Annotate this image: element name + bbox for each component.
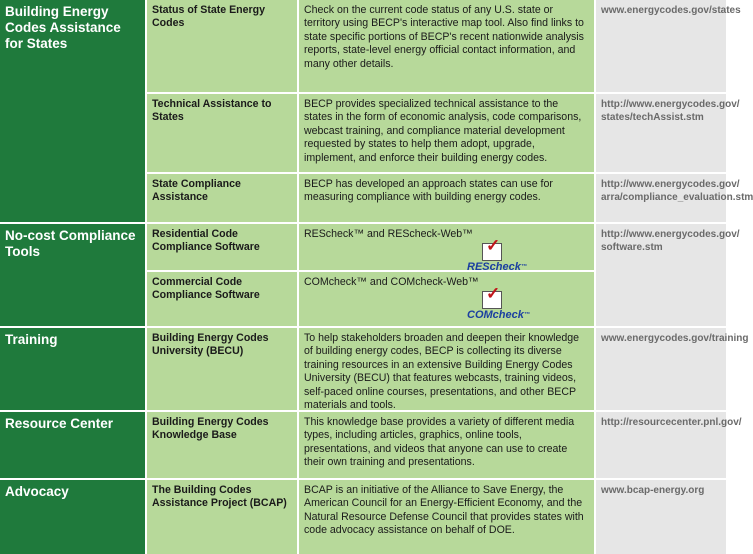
resource-name: Technical Assistance to States <box>147 94 297 172</box>
resource-name: Residential Code Compliance Software <box>147 224 297 270</box>
resource-description <box>299 272 594 326</box>
rescheck-logo-text: REScheck™ <box>467 261 527 274</box>
checkmark-icon: ✓ <box>486 284 501 304</box>
resource-description <box>299 224 594 274</box>
resource-url[interactable]: www.energycodes.gov/states <box>596 0 726 92</box>
resource-description-text: REScheck™ and REScheck-Web™ <box>304 228 473 240</box>
resource-url[interactable]: http://www.energycodes.gov/ arra/compliance_evaluation.stm <box>596 174 726 222</box>
resource-name: State Compliance Assistance <box>147 174 297 222</box>
rescheck-logo <box>467 236 527 274</box>
resource-url[interactable]: www.bcap-energy.org <box>596 480 726 554</box>
resource-url[interactable]: http://www.energycodes.gov/ software.stm <box>596 224 726 326</box>
resource-description: To help stakeholders broaden and deepen their knowledge of building energy codes, BECP is collecting its diverse training resources in an extensive Building Energy Codes University (BECU) that features webcasts, training videos, self-paced online courses, presentations, and other BECP materials and tools. <box>299 328 594 410</box>
resource-description: BECP provides specialized technical assistance to the states in the form of economic analysis, code comparisons, webcast training, and compliance material development requested by states to help them adopt, upgrade, implement, and enforce their building energy codes. <box>299 94 594 172</box>
resource-description: BECP has developed an approach states can use for measuring compliance with building energy codes. <box>299 174 594 222</box>
comcheck-logo <box>467 284 530 322</box>
resource-description: This knowledge base provides a variety of different media types, including articles, graphics, online tools, presentations, and videos that anyone can use to create their own training and presentations. <box>299 412 594 478</box>
checkmark-icon: ✓ <box>486 236 501 256</box>
resource-description-text: COMcheck™ and COMcheck-Web™ <box>304 276 479 288</box>
resource-url[interactable]: http://resourcecenter.pnl.gov/ <box>596 412 726 478</box>
resource-name: Commercial Code Compliance Software <box>147 272 297 326</box>
resource-description: Check on the current code status of any U.S. state or territory using BECP's interactive map tool. Also find links to state specific portions of BECP's recent nationwide analysis reports, state-level energy official contact information, and many other details. <box>299 0 594 92</box>
resource-url[interactable]: www.energycodes.gov/training <box>596 328 726 410</box>
resource-name: The Building Codes Assistance Project (BCAP) <box>147 480 297 554</box>
resource-description: BCAP is an initiative of the Alliance to Save Energy, the American Council for an Energy-Efficient Economy, and the Natural Resource Defense Council that provides states with code advocacy assistance on behalf of DOE. <box>299 480 594 554</box>
comcheck-logo-text: COMcheck™ <box>467 309 530 322</box>
category-advocacy: Advocacy <box>0 480 145 554</box>
resource-name: Building Energy Codes University (BECU) <box>147 328 297 410</box>
resource-url[interactable]: http://www.energycodes.gov/ states/techAssist.stm <box>596 94 726 172</box>
category-resource-center: Resource Center <box>0 412 145 478</box>
resource-name: Status of State Energy Codes <box>147 0 297 92</box>
category-states: Building Energy Codes Assistance for States <box>0 0 145 222</box>
category-tools: No-cost Compliance Tools <box>0 224 145 326</box>
category-training: Training <box>0 328 145 410</box>
resource-name: Building Energy Codes Knowledge Base <box>147 412 297 478</box>
